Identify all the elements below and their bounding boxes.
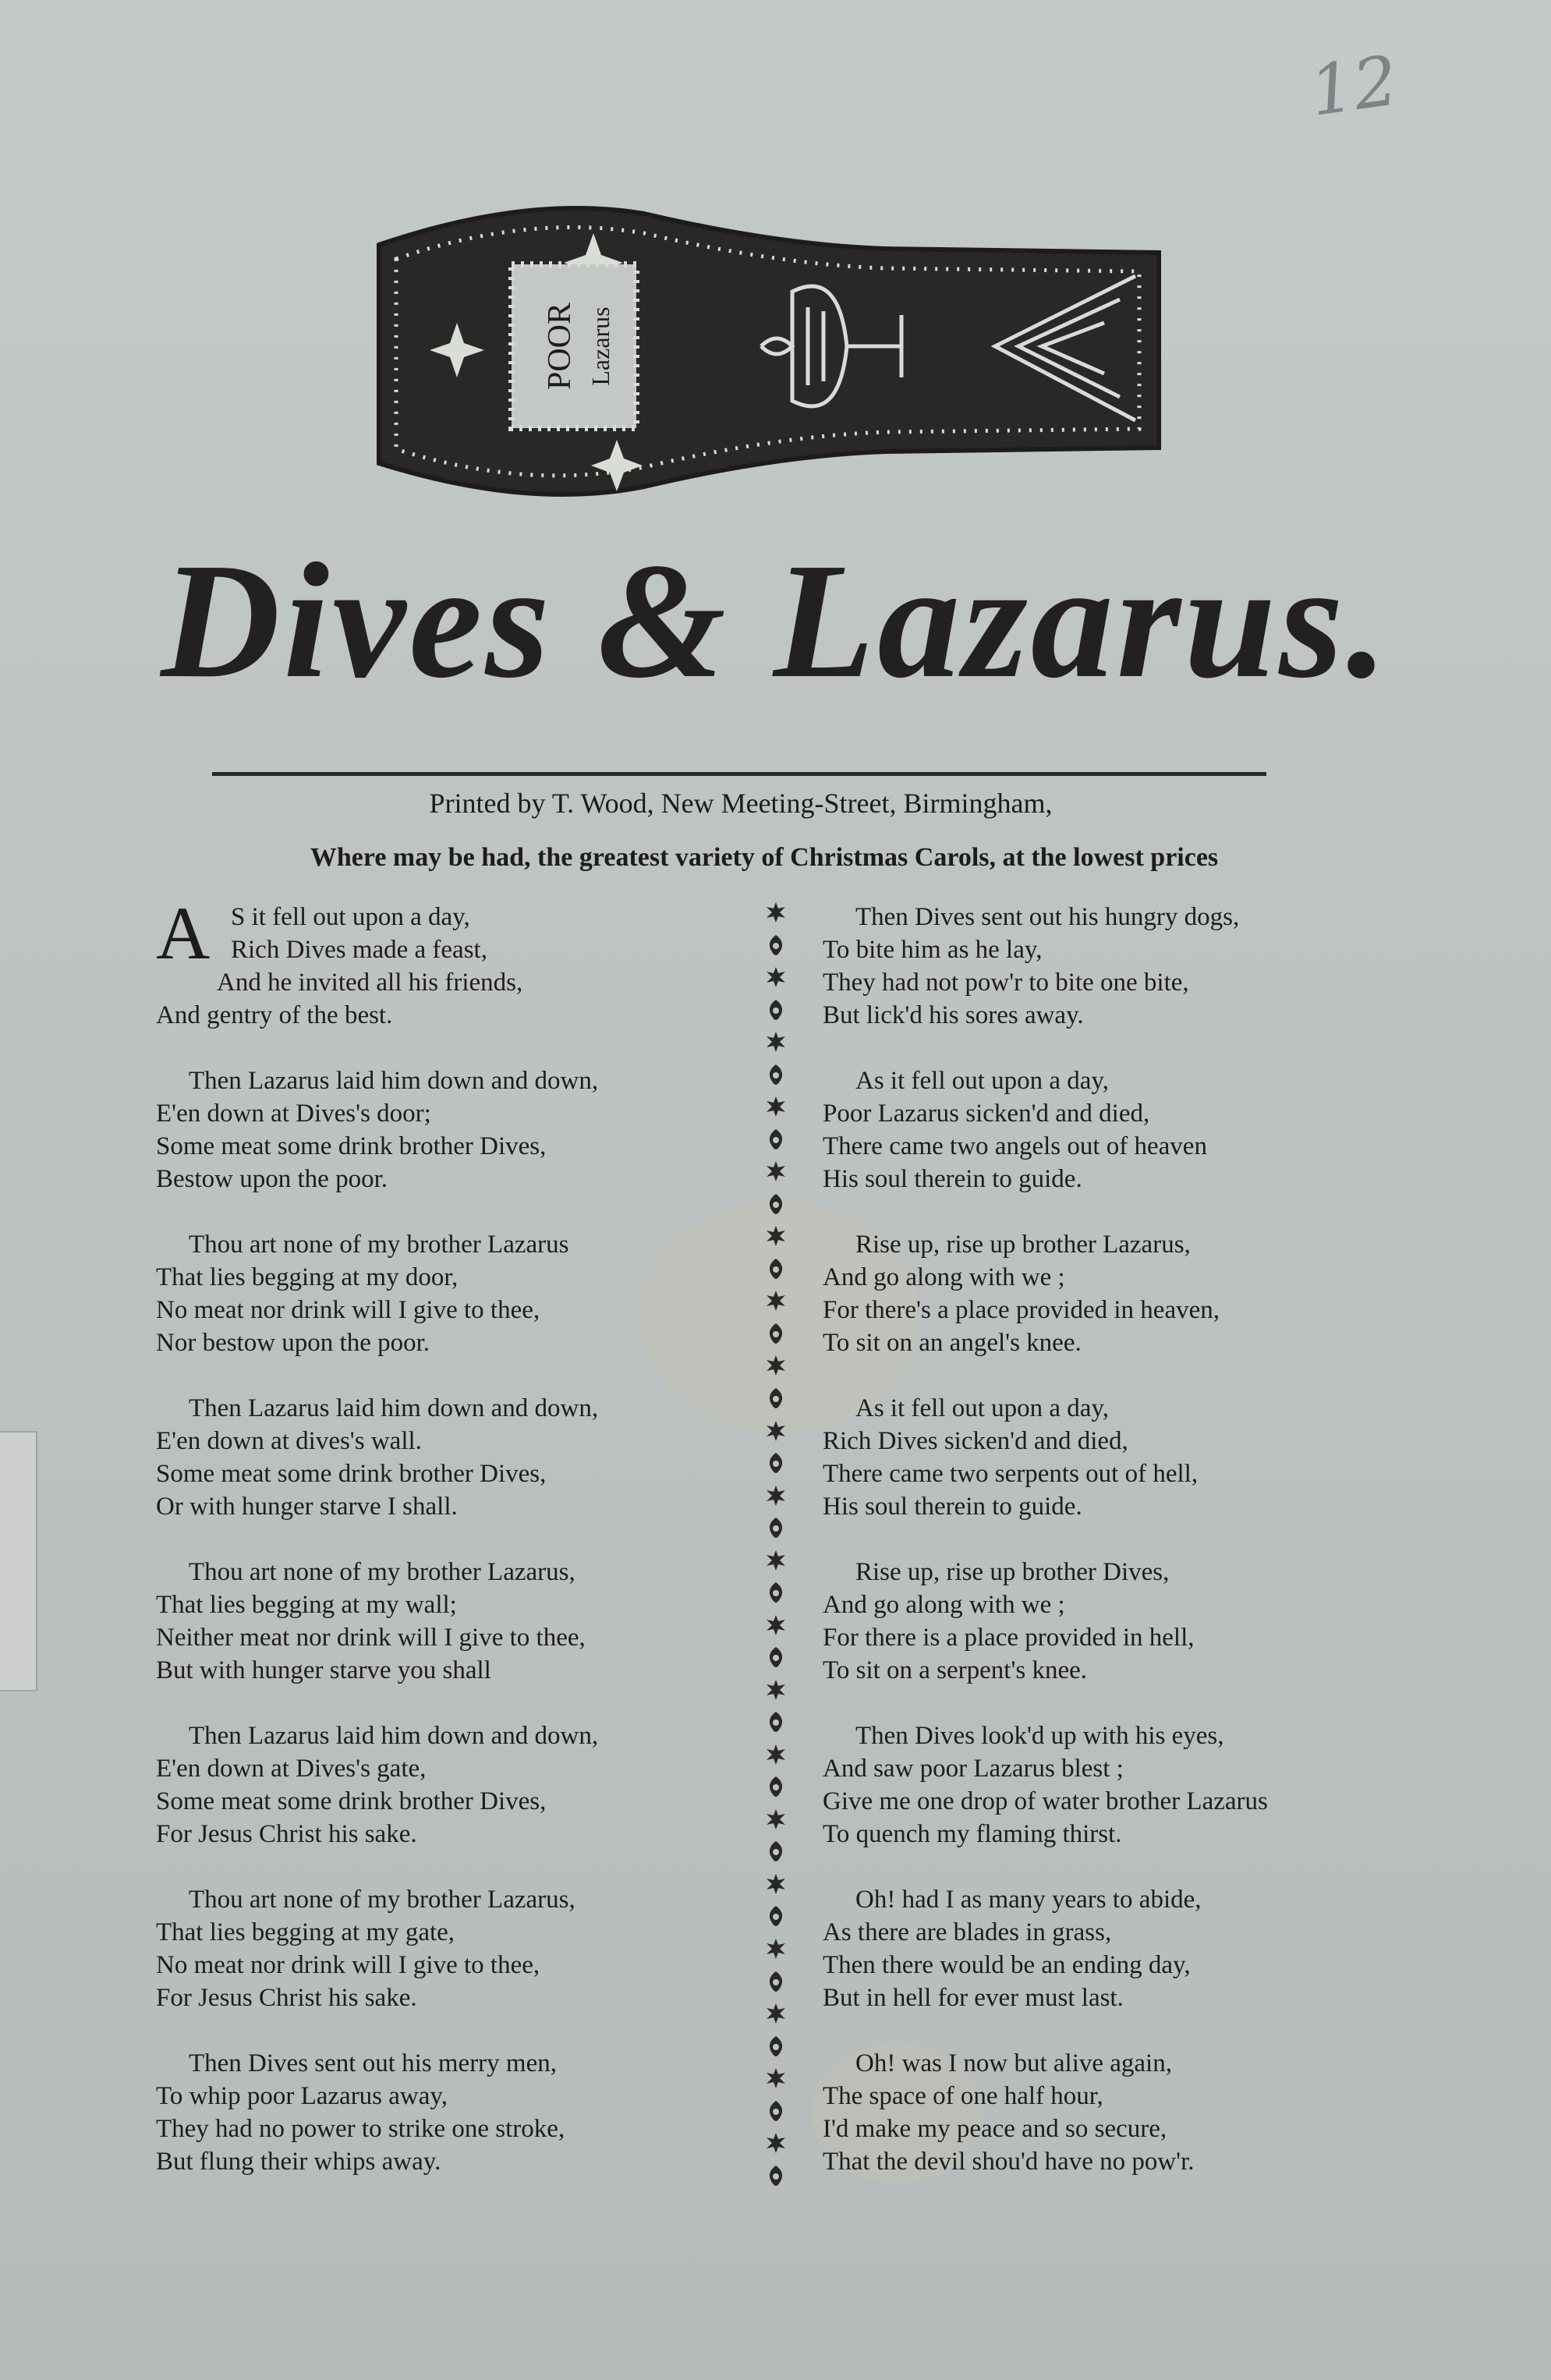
stanza bbox=[823, 901, 1431, 1032]
verse-line: E'en down at Dives's gate, bbox=[156, 1755, 427, 1783]
verse-line: No meat nor drink will I give to thee, bbox=[156, 1296, 540, 1324]
fleuron-icon bbox=[764, 2002, 788, 2025]
verse-line: That the devil shou'd have no pow'r. bbox=[823, 2148, 1195, 2176]
verse-line: For there's a place provided in heaven, bbox=[823, 1296, 1220, 1324]
verse-line: For Jesus Christ his sake. bbox=[156, 1820, 417, 1848]
verse-line: Then Lazarus laid him down and down, bbox=[189, 1722, 599, 1750]
acorn-ornament-icon bbox=[764, 1840, 788, 1863]
verse-line: Some meat some drink brother Dives, bbox=[156, 1132, 547, 1160]
verse-line: Neither meat nor drink will I give to thee, bbox=[156, 1624, 586, 1652]
verse-line: For there is a place provided in hell, bbox=[823, 1624, 1195, 1652]
acorn-ornament-icon bbox=[764, 1128, 788, 1151]
label-lazarus: Lazarus bbox=[586, 306, 614, 386]
woodcut-coffin-illustration bbox=[371, 190, 1174, 518]
verse-line: Some meat some drink brother Dives, bbox=[156, 1787, 547, 1815]
stanza bbox=[156, 1883, 749, 2014]
fleuron-icon bbox=[764, 1549, 788, 1572]
verse-line: Then there would be an ending day, bbox=[823, 1951, 1191, 1979]
fleuron-icon bbox=[764, 1095, 788, 1118]
printer-imprint: Printed by T. Wood, New Meeting-Street, Birmingham, bbox=[429, 788, 1053, 819]
stanza bbox=[156, 1064, 749, 1195]
stanza bbox=[823, 1064, 1431, 1195]
verse-line: Thou art none of my brother Lazarus, bbox=[189, 1886, 575, 1914]
fleuron-icon bbox=[764, 1872, 788, 1896]
fleuron-icon bbox=[764, 1613, 788, 1637]
acorn-ornament-icon bbox=[764, 1645, 788, 1669]
title-rule bbox=[212, 772, 1266, 776]
verse-line: To sit on an angel's knee. bbox=[823, 1329, 1082, 1357]
fleuron-icon bbox=[764, 965, 788, 989]
drop-cap: A bbox=[156, 891, 211, 975]
verse-line: And go along with we ; bbox=[823, 1263, 1065, 1291]
verse-line: But in hell for ever must last. bbox=[823, 1984, 1124, 2012]
fleuron-icon bbox=[764, 1224, 788, 1248]
acorn-ornament-icon bbox=[764, 1063, 788, 1086]
fleuron-icon bbox=[764, 1484, 788, 1507]
fleuron-icon bbox=[764, 1030, 788, 1054]
verse-line: To bite him as he lay, bbox=[823, 936, 1043, 964]
acorn-ornament-icon bbox=[764, 1581, 788, 1604]
verse-line: Nor bestow upon the poor. bbox=[156, 1329, 430, 1357]
verse-line: There came two serpents out of hell, bbox=[823, 1460, 1199, 1488]
verse-line: The space of one half hour, bbox=[823, 2082, 1103, 2110]
verse-line: Poor Lazarus sicken'd and died, bbox=[823, 1100, 1150, 1128]
acorn-ornament-icon bbox=[764, 1710, 788, 1734]
binding-tab bbox=[0, 1431, 37, 1691]
fleuron-icon bbox=[764, 1678, 788, 1702]
verse-line: As it fell out upon a day, bbox=[855, 1067, 1110, 1095]
verse-line: Some meat some drink brother Dives, bbox=[156, 1460, 547, 1488]
acorn-ornament-icon bbox=[764, 1387, 788, 1410]
verse-line: Rich Dives sicken'd and died, bbox=[823, 1427, 1128, 1455]
verse-line: No meat nor drink will I give to thee, bbox=[156, 1951, 540, 1979]
acorn-ornament-icon bbox=[764, 1775, 788, 1798]
stanza bbox=[156, 1228, 749, 1359]
verse-line: But lick'd his sores away. bbox=[823, 1001, 1084, 1029]
verse-line: Rich Dives made a feast, bbox=[231, 936, 487, 964]
verse-line: And gentry of the best. bbox=[156, 1001, 393, 1029]
verse-line: Oh! was I now but alive again, bbox=[855, 2049, 1172, 2077]
verse-line: Then Dives sent out his merry men, bbox=[189, 2049, 557, 2077]
verse-line: Thou art none of my brother Lazarus, bbox=[189, 1558, 575, 1586]
verse-line: They had no power to strike one stroke, bbox=[156, 2115, 565, 2143]
verse-line: I'd make my peace and so secure, bbox=[823, 2115, 1167, 2143]
page-number: 12 bbox=[1305, 40, 1403, 132]
fleuron-icon bbox=[764, 901, 788, 924]
acorn-ornament-icon bbox=[764, 2099, 788, 2123]
fleuron-icon bbox=[764, 1419, 788, 1443]
acorn-ornament-icon bbox=[764, 998, 788, 1022]
page-title: Dives & Lazarus. bbox=[161, 529, 1391, 712]
verse-line: But with hunger starve you shall bbox=[156, 1656, 491, 1684]
verse-line: That lies begging at my wall; bbox=[156, 1591, 457, 1619]
fleuron-icon bbox=[764, 1160, 788, 1183]
stanza bbox=[156, 1556, 749, 1687]
verse-line: E'en down at dives's wall. bbox=[156, 1427, 422, 1455]
verse-line: Bestow upon the poor. bbox=[156, 1165, 388, 1193]
verse-line: Or with hunger starve I shall. bbox=[156, 1493, 458, 1521]
fleuron-icon bbox=[764, 1937, 788, 1960]
fleuron-icon bbox=[764, 1808, 788, 1831]
stanza bbox=[823, 1883, 1431, 2014]
left-verse-column bbox=[156, 891, 749, 2211]
stanza bbox=[156, 1392, 749, 1523]
label-poor: POOR bbox=[542, 302, 578, 391]
stanza bbox=[156, 1719, 749, 1851]
verse-line: His soul therein to guide. bbox=[823, 1165, 1082, 1193]
verse-line: There came two angels out of heaven bbox=[823, 1132, 1207, 1160]
verse-line: But flung their whips away. bbox=[156, 2148, 441, 2176]
verse-line: And he invited all his friends, bbox=[217, 969, 523, 997]
fleuron-icon bbox=[764, 2067, 788, 2090]
verse-line: Then Dives look'd up with his eyes, bbox=[855, 1722, 1224, 1750]
acorn-ornament-icon bbox=[764, 1516, 788, 1539]
verse-line: Rise up, rise up brother Lazarus, bbox=[855, 1231, 1191, 1259]
stanza bbox=[823, 1556, 1431, 1687]
verse-line: To quench my flaming thirst. bbox=[823, 1820, 1122, 1848]
verse-line: Oh! had I as many years to abide, bbox=[855, 1886, 1202, 1914]
acorn-ornament-icon bbox=[764, 1322, 788, 1345]
verse-line: For Jesus Christ his sake. bbox=[156, 1984, 417, 2012]
stanza bbox=[823, 1719, 1431, 1851]
fleuron-icon bbox=[764, 1354, 788, 1377]
ornament-divider bbox=[760, 901, 791, 2187]
verse-line: They had not pow'r to bite one bite, bbox=[823, 969, 1189, 997]
verse-line: That lies begging at my gate, bbox=[156, 1918, 455, 1946]
fleuron-icon bbox=[764, 2131, 788, 2155]
fleuron-icon bbox=[764, 1743, 788, 1766]
acorn-ornament-icon bbox=[764, 1970, 788, 1993]
verse-line: Rise up, rise up brother Dives, bbox=[855, 1558, 1170, 1586]
verse-line: That lies begging at my door, bbox=[156, 1263, 459, 1291]
verse-line: Then Lazarus laid him down and down, bbox=[189, 1394, 599, 1422]
stanza bbox=[823, 1228, 1431, 1359]
stanza bbox=[823, 2047, 1431, 2178]
verse-line: Then Dives sent out his hungry dogs, bbox=[855, 903, 1240, 931]
verse-line: And saw poor Lazarus blest ; bbox=[823, 1755, 1124, 1783]
fleuron-icon bbox=[764, 1289, 788, 1312]
acorn-ornament-icon bbox=[764, 933, 788, 957]
verse-line: Then Lazarus laid him down and down, bbox=[189, 1067, 599, 1095]
acorn-ornament-icon bbox=[764, 1451, 788, 1475]
stanza bbox=[156, 2047, 749, 2178]
verse-line: To sit on a serpent's knee. bbox=[823, 1656, 1088, 1684]
verse-line: Thou art none of my brother Lazarus bbox=[189, 1231, 569, 1259]
verse-line: His soul therein to guide. bbox=[823, 1493, 1082, 1521]
verse-line: To whip poor Lazarus away, bbox=[156, 2082, 448, 2110]
acorn-ornament-icon bbox=[764, 1257, 788, 1280]
right-verse-column bbox=[823, 901, 1431, 2211]
acorn-ornament-icon bbox=[764, 2035, 788, 2058]
acorn-ornament-icon bbox=[764, 1192, 788, 1216]
stanza bbox=[823, 1392, 1431, 1523]
verse-line: And go along with we ; bbox=[823, 1591, 1065, 1619]
verse-line: As it fell out upon a day, bbox=[855, 1394, 1110, 1422]
acorn-ornament-icon bbox=[764, 2164, 788, 2187]
verse-line: Give me one drop of water brother Lazarus bbox=[823, 1787, 1268, 1815]
verse-line: S it fell out upon a day, bbox=[231, 903, 470, 931]
acorn-ornament-icon bbox=[764, 1904, 788, 1928]
verse-line: E'en down at Dives's door; bbox=[156, 1100, 431, 1128]
advertisement-line: Where may be had, the greatest variety of Christmas Carols, at the lowest prices bbox=[310, 843, 1219, 872]
verse-line: As there are blades in grass, bbox=[823, 1918, 1112, 1946]
stanza bbox=[156, 891, 749, 1032]
